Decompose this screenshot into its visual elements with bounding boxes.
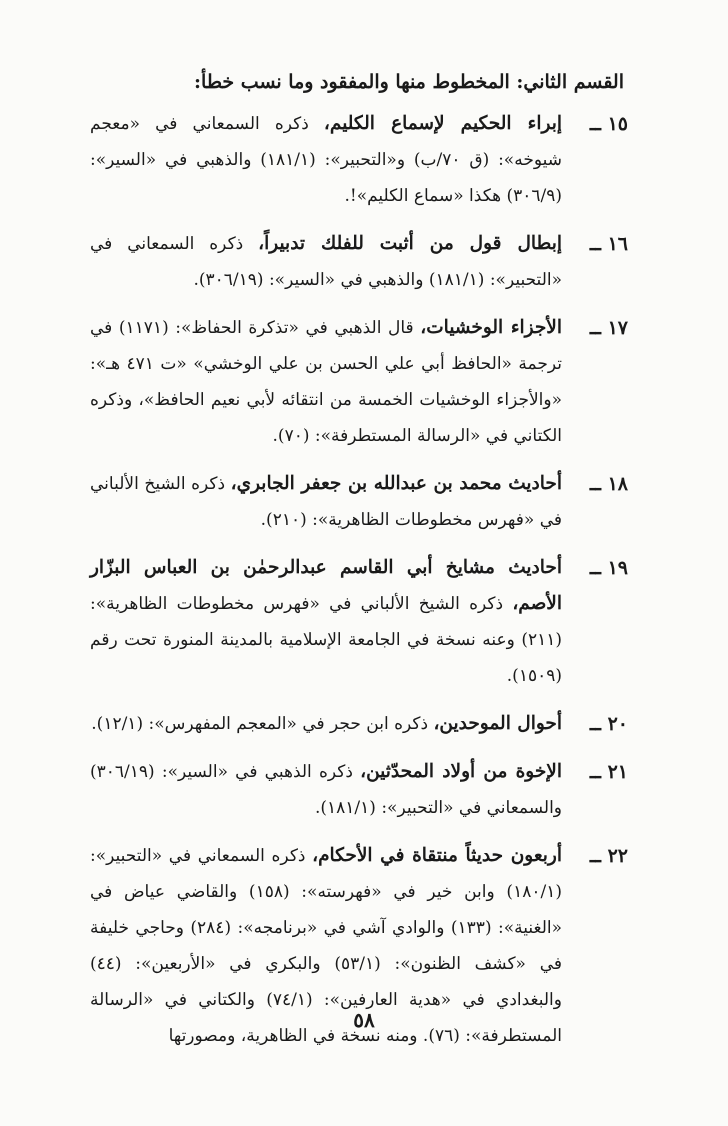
entry-title: أحاديث محمد بن عبدالله بن جعفر الجابري، [230, 473, 562, 494]
entry-20 [90, 706, 628, 742]
entry-text: ذكره السمعاني في «التحبير»: (١٨١/١) والذهبي في «السير»: (٣٠٦/١٩). [90, 234, 562, 290]
entry-text: قال الذهبي في «تذكرة الحفاظ»: (١١٧١) في ترجمة «الحافظ أبي علي الحسن بن علي الوخشي» «ت ٤٧١ هـ»: «والأجزاء الوخشيات الخمسة من انتقائه لأبي نعيم الحافظ»، وذكره الكتاني في «الرسالة المستطرفة»: (٧٠). [90, 318, 562, 446]
entry-body [90, 106, 562, 214]
entry-text: ذكره الشيخ الألباني في «فهرس مخطوطات الظاهرية»: (٢١٠). [90, 474, 562, 530]
entry-title: أحوال الموحدين، [433, 713, 562, 734]
entry-title: أربعون حديثاً منتقاة في الأحكام، [312, 845, 562, 866]
entry-text: ذكره الشيخ الألباني في «فهرس مخطوطات الظاهرية»: (٢١١) وعنه نسخة في الجامعة الإسلامية بالمدينة المنورة تحت رقم (١٥٠٩). [90, 594, 562, 686]
entry-18 [90, 466, 628, 538]
page-number: ٥٨ [353, 1008, 375, 1032]
entry-16 [90, 226, 628, 298]
page-content [90, 62, 628, 1066]
entry-number: ٢٠ ــ [589, 713, 628, 735]
entry-number: ١٥ ــ [589, 113, 628, 135]
entry-body [90, 466, 562, 538]
entry-number: ١٨ ــ [589, 473, 628, 495]
entry-number: ١٩ ــ [589, 557, 628, 579]
entry-title: إبطال قول من أثبت للفلك تدبيراً، [258, 233, 562, 254]
entry-body [90, 550, 562, 694]
entry-17 [90, 310, 628, 454]
entry-body [90, 226, 562, 298]
entry-body [90, 310, 562, 454]
entry-text: ذكره ابن حجر في «المعجم المفهرس»: (١٢/١). [91, 714, 434, 734]
section-heading: القسم الثاني: المخطوط منها والمفقود وما نسب خطأ: [194, 71, 624, 93]
entry-number: ١٦ ــ [589, 233, 628, 255]
entry-title: إبراء الحكيم لإسماع الكليم، [323, 113, 562, 134]
entry-15 [90, 106, 628, 214]
entry-body [90, 754, 562, 826]
entry-title: أحاديث مشايخ أبي القاسم عبدالرحمٰن بن العباس البزّار الأصم، [90, 557, 562, 614]
entry-number: ١٧ ــ [589, 317, 628, 339]
entry-title: الأجزاء الوخشيات، [420, 317, 562, 338]
entry-number: ٢٢ ــ [589, 845, 628, 867]
entry-number: ٢١ ــ [589, 761, 628, 783]
entry-body [90, 706, 562, 742]
entry-title: الإخوة من أولاد المحدّثين، [360, 761, 562, 782]
entry-text: ذكره الذهبي في «السير»: (٣٠٦/١٩) والسمعاني في «التحبير»: (١٨١/١). [90, 762, 562, 818]
entry-text: ذكره السمعاني في «التحبير»: (١٨٠/١) وابن خير في «فهرسته»: (١٥٨) والقاضي عياض في «الغنية»: (١٣٣) والوادي آشي في «برنامجه»: (٢٨٤) وحاجي خليفة في «كشف الظنون»: (٥٣/١) والبكري في «الأربعين»: (٤٤) والبغدادي في «هدية العارفين»: (٧٤/١) والكتاني في «الرسالة المستطرفة»: (٧٦). ومنه نسخة في الظاهرية، ومصورتها [90, 846, 563, 1046]
entry-21 [90, 754, 628, 826]
entry-text: ذكره السمعاني في «معجم شيوخه»: (ق ٧٠/ب) و«التحبير»: (١٨١/١) والذهبي في «السير»: (٣٠٦/٩) هكذا «سماع الكليم»!. [90, 114, 562, 206]
entry-19 [90, 550, 628, 694]
